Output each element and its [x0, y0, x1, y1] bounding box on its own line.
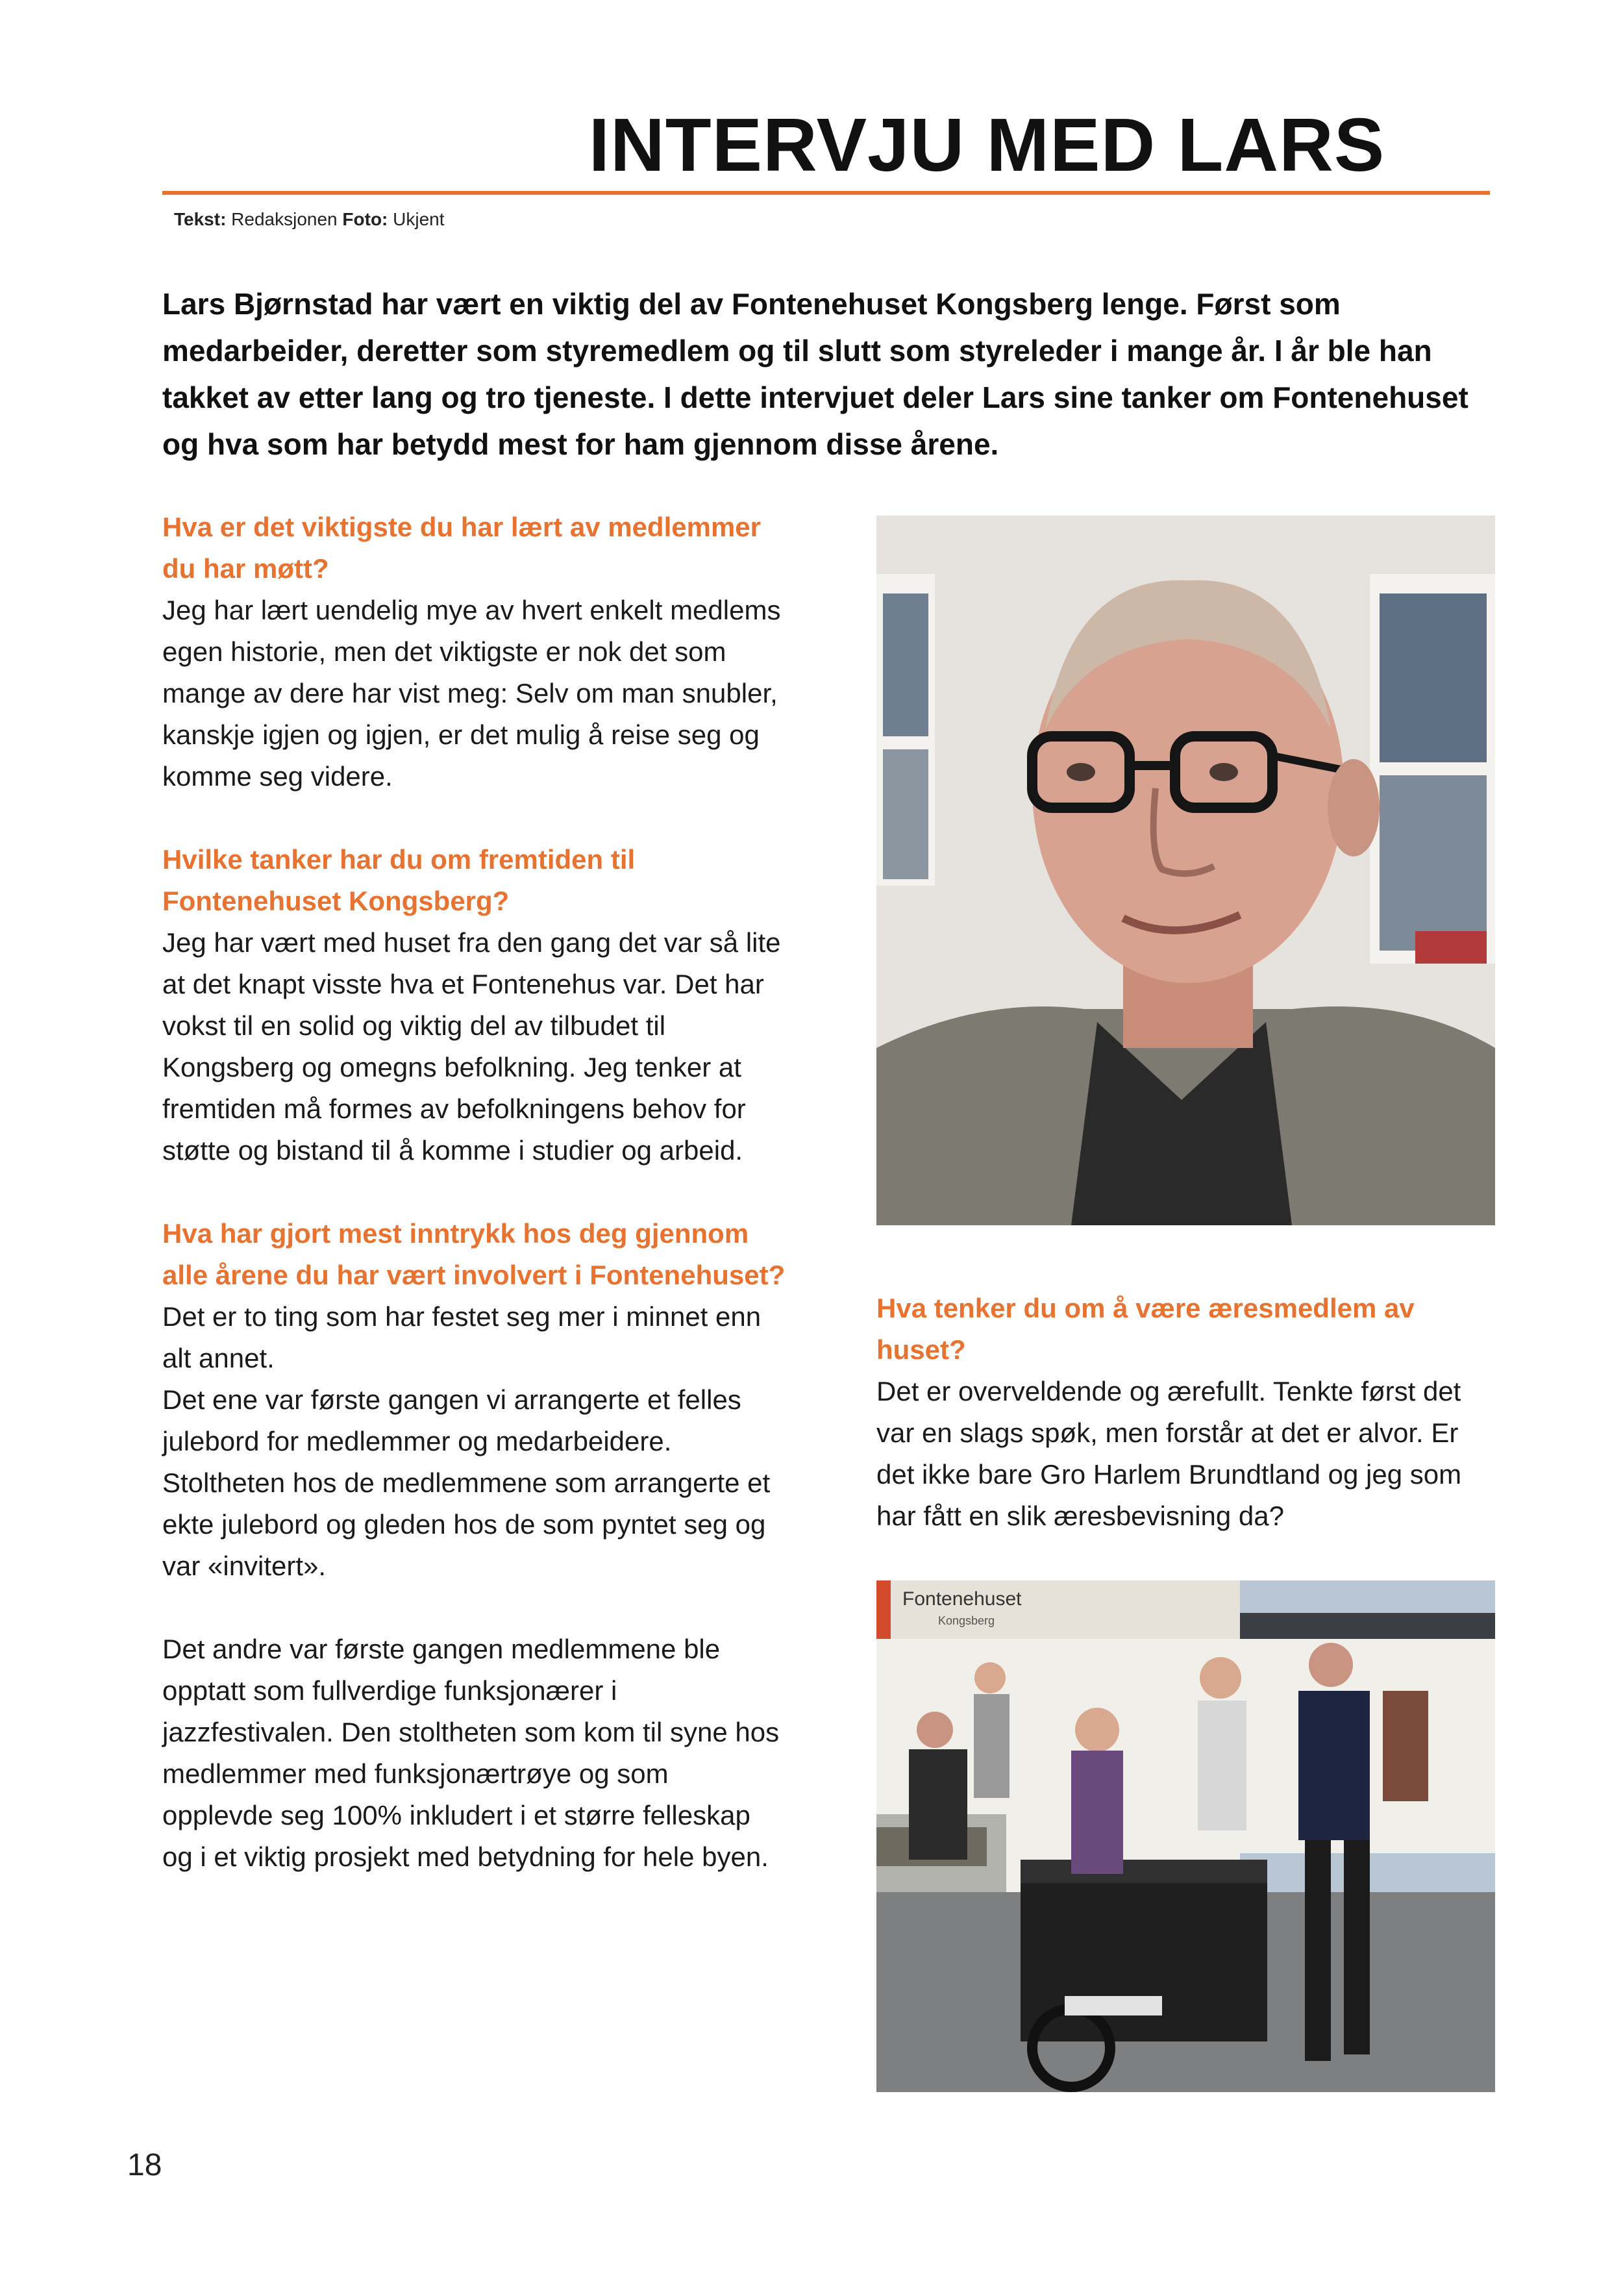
- spacer: [162, 1171, 786, 1213]
- page-number: 18: [127, 2148, 162, 2182]
- answer-1: Jeg har lært uendelig mye av hvert enkelt medlems egen historie, men det viktigste er nok det som mange av dere har vist meg: Selv om man snubler, kanskje igjen og igjen, er det mulig å reise seg og komme seg videre.: [162, 595, 781, 792]
- spacer: [162, 1587, 786, 1628]
- group-illustration: [876, 1580, 1495, 2092]
- answer-3: Det er to ting som har festet seg mer i minnet enn alt annet. Det ene var første gangen vi arrangerte et felles julebord for medlemmer og medarbeidere. Stoltheten hos de medlemmene som arrangerte et ekte julebord og gleden hos de som pyntet seg og var «invitert».: [162, 1301, 771, 1581]
- answer-2: Jeg har vært med huset fra den gang det var så lite at det knapt visste hva et Fontenehus var. Det har vokst til en solid og viktig del av tilbudet til Kongsberg og omegns befolkning. Jeg tenker at fremtiden må formes av befolkningens behov for støtte og bistand til å komme i studier og arbeid.: [162, 927, 781, 1166]
- right-column: [876, 1288, 1500, 1537]
- byline-photo-label: Foto:: [342, 209, 388, 229]
- byline: [174, 209, 445, 230]
- title-rule: [162, 191, 1490, 195]
- answer-3-continued: Det andre var første gangen medlemmene ble opptatt som fullverdige funksjonærer i jazzfestivalen. Den stoltheten som kom til syne hos medlemmer med funksjonærtrøye og som opplevde seg 100% inkludert i et større felleskap og i et viktig prosjekt med betydning for hele byen.: [162, 1634, 780, 1872]
- page-title: INTERVJU MED LARS: [588, 103, 1385, 187]
- answer-4: Det er overveldende og ærefullt. Tenkte først det var en slags spøk, men forstår at det er alvor. Er det ikke bare Gro Harlem Brundtland og jeg som har fått en slik æresbevisning da?: [876, 1376, 1462, 1531]
- building-sign-line2: Kongsberg: [938, 1614, 995, 1627]
- question-4: Hva tenker du om å være æresmedlem av huset?: [876, 1293, 1415, 1365]
- group-photo: [876, 1580, 1495, 2092]
- lead-paragraph: Lars Bjørnstad har vært en viktig del av Fontenehuset Kongsberg lenge. Først som medarbeider, deretter som styremedlem og til slutt som styreleder i mange år. I år ble han takket av etter lang og tro tjeneste. I dette intervjuet deler Lars sine tanker om Fontenehuset og hva som har betydd mest for ham gjennom disse årene.: [162, 287, 1468, 461]
- portrait-illustration: [876, 516, 1495, 1225]
- question-2: Hvilke tanker har du om fremtiden til Fontenehuset Kongsberg?: [162, 844, 636, 916]
- byline-photo-value: Ukjent: [393, 209, 445, 229]
- building-sign-line1: Fontenehuset: [902, 1588, 1022, 1610]
- spacer: [162, 797, 786, 839]
- left-column: [162, 506, 786, 1878]
- byline-text-label: Tekst:: [174, 209, 227, 229]
- question-1: Hva er det viktigste du har lært av medlemmer du har møtt?: [162, 512, 762, 584]
- question-3: Hva har gjort mest inntrykk hos deg gjennom alle årene du har vært involvert i Fontenehuset?: [162, 1218, 786, 1290]
- portrait-photo: [876, 516, 1495, 1225]
- byline-text-value: Redaksjonen: [231, 209, 338, 229]
